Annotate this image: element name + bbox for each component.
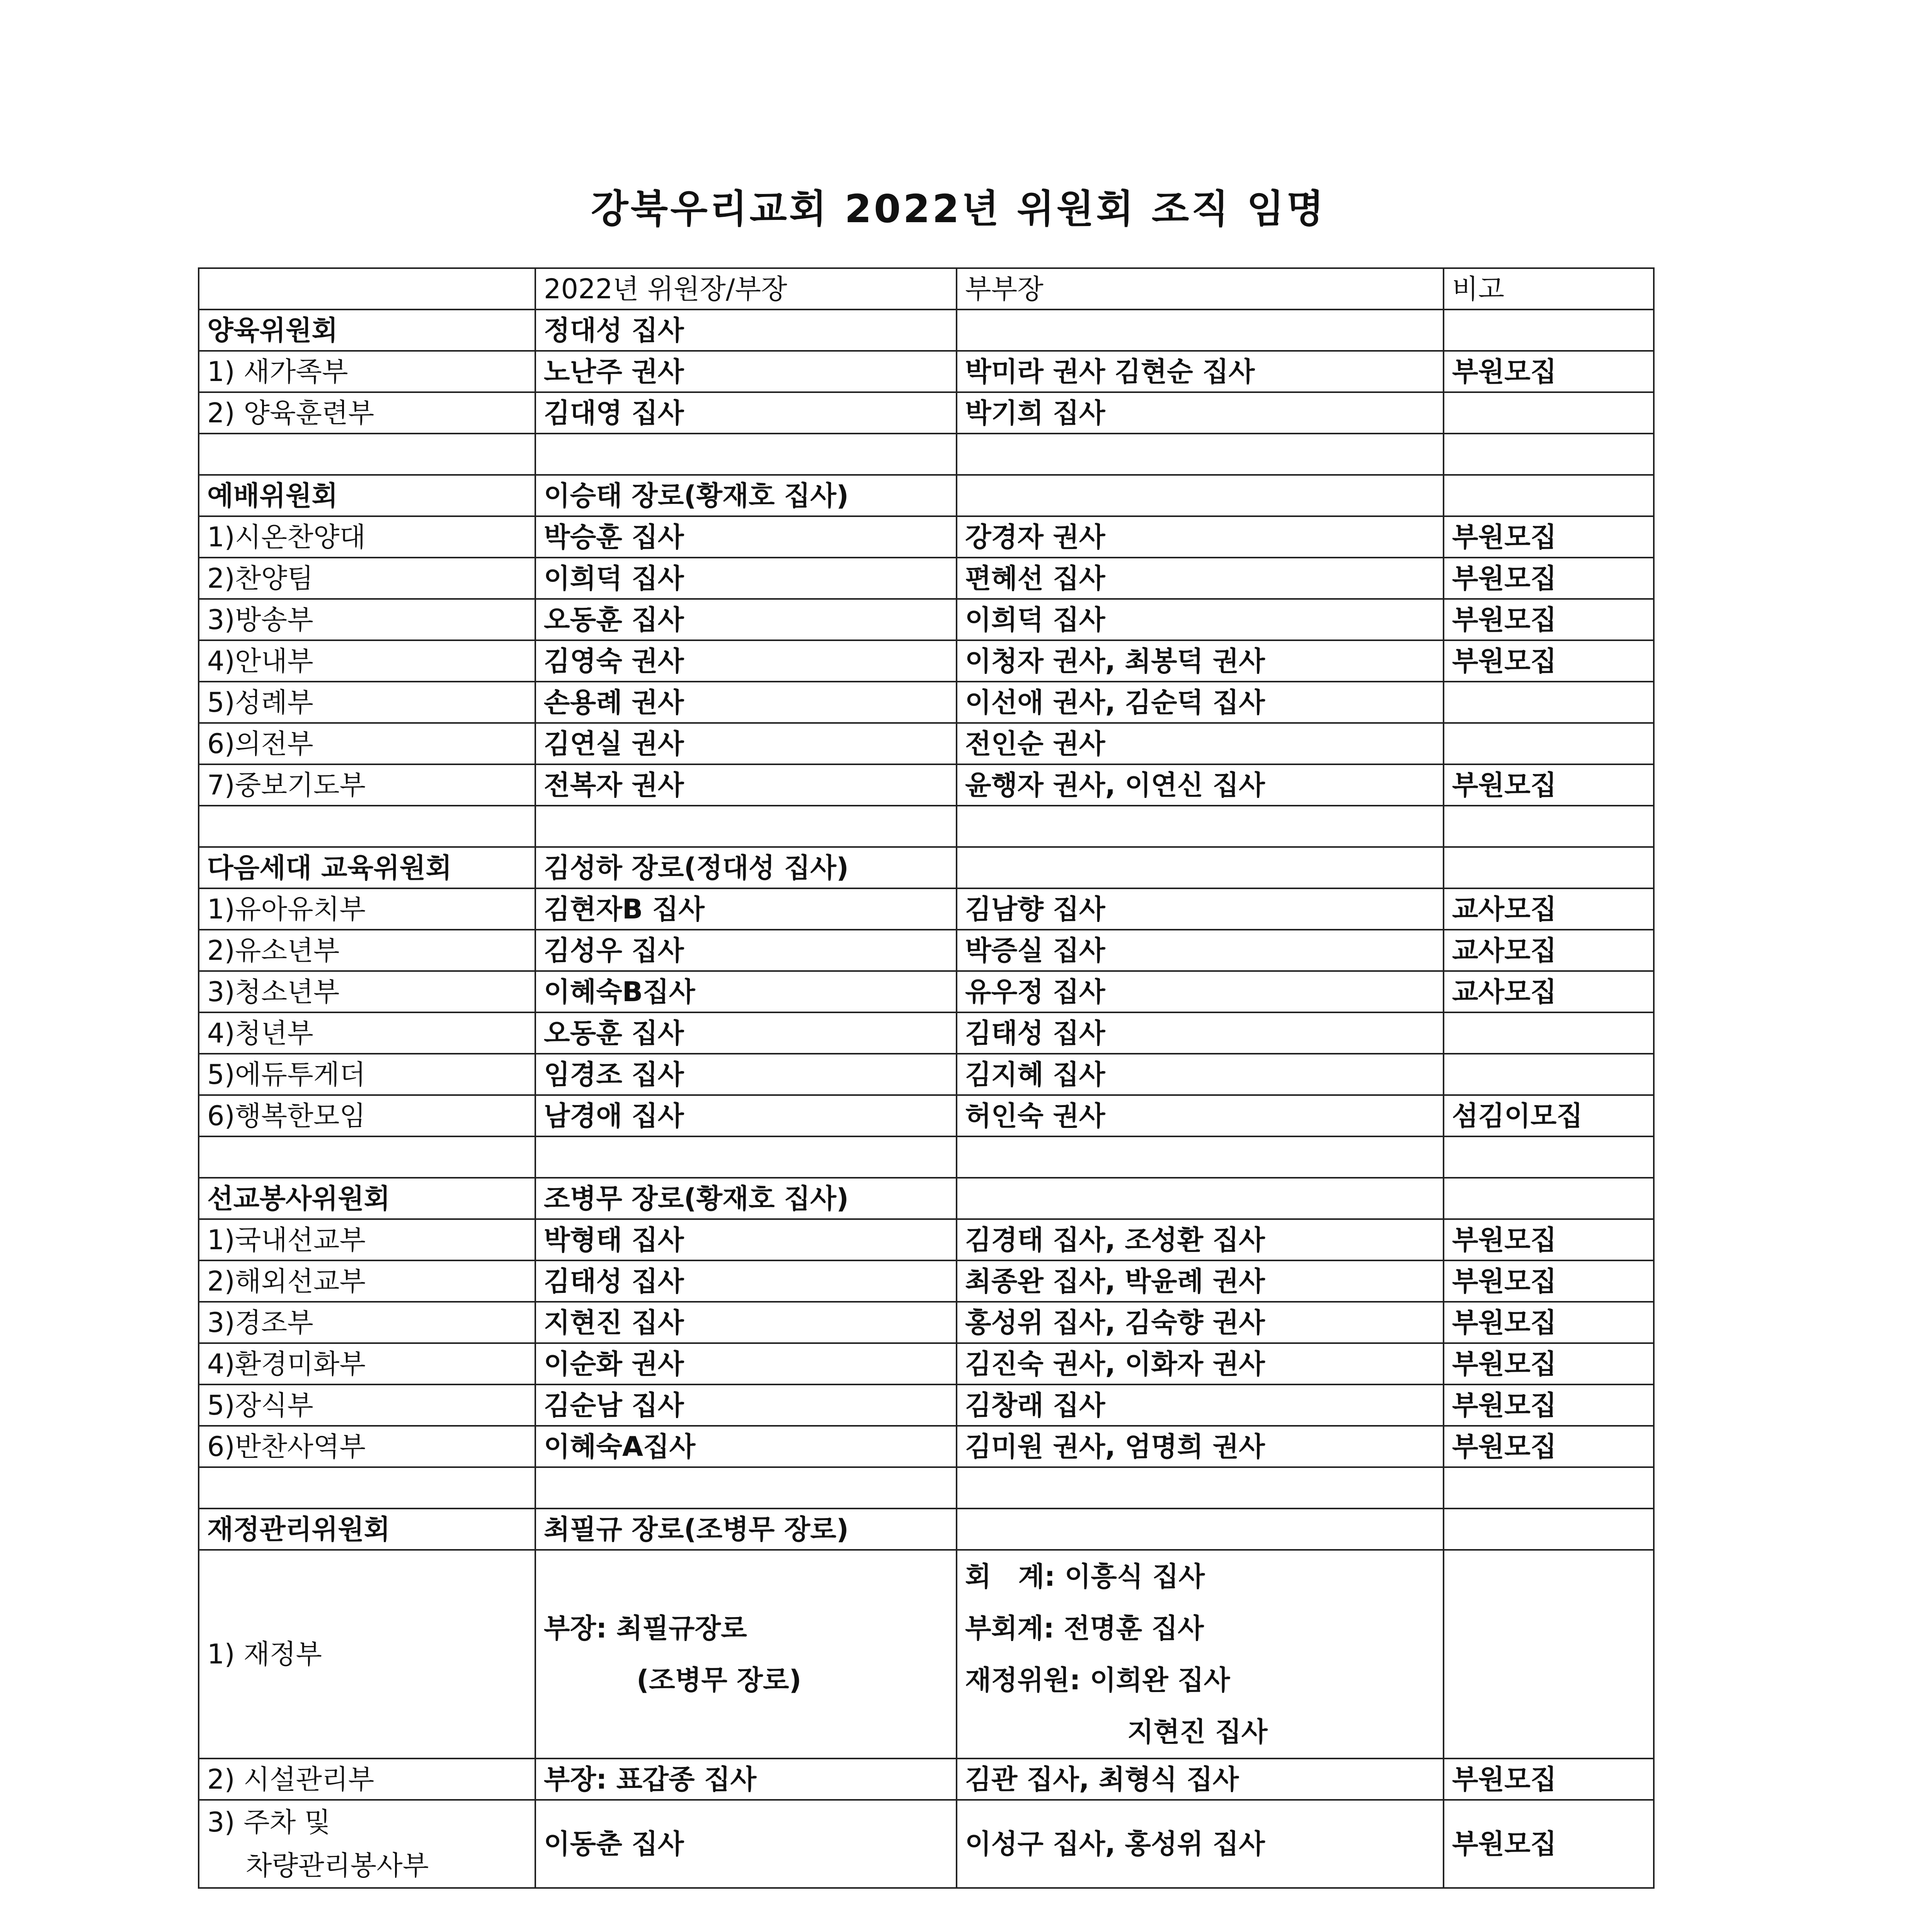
- deputy-cell: [957, 1550, 1444, 1759]
- unit-name-cell: 2)해외선교부: [199, 1260, 535, 1302]
- deputy-cell: 박기희 집사: [957, 392, 1444, 434]
- unit-name-cell: [199, 1800, 535, 1888]
- header-cell-note: 비고: [1444, 268, 1654, 310]
- deputy-cell: [957, 1509, 1444, 1550]
- unit-name-cell: 7)중보기도부: [199, 764, 535, 806]
- unit-name-cell: 재정관리위원회: [199, 1509, 535, 1550]
- leader-cell: 이희덕 집사: [535, 558, 957, 599]
- department-row: [199, 930, 1654, 971]
- leader-cell: 김순남 집사: [535, 1384, 957, 1426]
- header-cell-empty: [199, 268, 535, 310]
- leader-cell: 이순화 권사: [535, 1343, 957, 1384]
- unit-name-cell: 2)찬양팀: [199, 558, 535, 599]
- leader-cell: 손용례 권사: [535, 682, 957, 723]
- unit-name-cell: 6)반찬사역부: [199, 1426, 535, 1467]
- leader-cell: 오동훈 집사: [535, 1012, 957, 1054]
- note-cell: 부원모집: [1444, 558, 1654, 599]
- unit-name-cell: 6)의전부: [199, 723, 535, 764]
- department-row: [199, 351, 1654, 392]
- deputy-cell: 박증실 집사: [957, 930, 1444, 971]
- department-row: [199, 1302, 1654, 1343]
- leader-cell: 김연실 권사: [535, 723, 957, 764]
- deputy-cell: 이청자 권사, 최봉덕 권사: [957, 640, 1444, 682]
- note-cell: 부원모집: [1444, 1260, 1654, 1302]
- unit-name-cell: 2)유소년부: [199, 930, 535, 971]
- note-cell: [1444, 392, 1654, 434]
- department-row: [199, 1095, 1654, 1136]
- deputy-cell: [957, 475, 1444, 516]
- unit-name-cell: 2) 양육훈련부: [199, 392, 535, 434]
- unit-name-cell: 3)청소년부: [199, 971, 535, 1012]
- note-cell: 부원모집: [1444, 764, 1654, 806]
- spacer-row: [199, 1467, 1654, 1509]
- department-row: [199, 640, 1654, 682]
- department-row: [199, 1054, 1654, 1095]
- deputy-cell: [957, 847, 1444, 888]
- committee-row: [199, 1178, 1654, 1219]
- leader-cell: 김태성 집사: [535, 1260, 957, 1302]
- leader-cell: [535, 1136, 957, 1178]
- table-header-row: [199, 268, 1654, 310]
- unit-name-cell: 2) 시설관리부: [199, 1759, 535, 1800]
- note-cell: [1444, 806, 1654, 847]
- deputy-cell: 편혜선 집사: [957, 558, 1444, 599]
- note-cell: [1444, 1178, 1654, 1219]
- deputy-cell: 유우정 집사: [957, 971, 1444, 1012]
- department-row: [199, 888, 1654, 930]
- leader-cell: [535, 1550, 957, 1759]
- note-cell: 부원모집: [1444, 516, 1654, 558]
- deputy-cell: 박미라 권사 김현순 집사: [957, 351, 1444, 392]
- leader-cell: [535, 1467, 957, 1509]
- leader-cell: 김대영 집사: [535, 392, 957, 434]
- note-cell: 부원모집: [1444, 1800, 1654, 1888]
- leader-cell: 부장: 표갑종 집사: [535, 1759, 957, 1800]
- deputy-cell: 김지혜 집사: [957, 1054, 1444, 1095]
- note-cell: 부원모집: [1444, 1384, 1654, 1426]
- spacer-row: [199, 806, 1654, 847]
- leader-cell: 지현진 집사: [535, 1302, 957, 1343]
- note-cell: 부원모집: [1444, 640, 1654, 682]
- unit-name-cell: 1)국내선교부: [199, 1219, 535, 1260]
- department-row: [199, 1012, 1654, 1054]
- department-row: [199, 1343, 1654, 1384]
- note-cell: 섬김이모집: [1444, 1095, 1654, 1136]
- leader-cell: 전복자 권사: [535, 764, 957, 806]
- note-cell: 부원모집: [1444, 599, 1654, 640]
- unit-name-cell: [199, 1136, 535, 1178]
- committee-row: [199, 310, 1654, 351]
- unit-name-cell: 양육위원회: [199, 310, 535, 351]
- department-row: [199, 1219, 1654, 1260]
- leader-cell: 이승태 장로(황재호 집사): [535, 475, 957, 516]
- deputy-cell: 최종완 집사, 박윤례 권사: [957, 1260, 1444, 1302]
- note-cell: 부원모집: [1444, 351, 1654, 392]
- deputy-cell: 이희덕 집사: [957, 599, 1444, 640]
- leader-cell: 박형태 집사: [535, 1219, 957, 1260]
- committee-row: [199, 847, 1654, 888]
- note-cell: [1444, 1054, 1654, 1095]
- deputy-cell: 윤행자 권사, 이연신 집사: [957, 764, 1444, 806]
- unit-name-cell: 예배위원회: [199, 475, 535, 516]
- deputy-cell: 강경자 권사: [957, 516, 1444, 558]
- committee-table-body: [199, 268, 1654, 1888]
- unit-name-cell: 1) 재정부: [199, 1550, 535, 1759]
- department-row: [199, 392, 1654, 434]
- leader-cell: 김현자B 집사: [535, 888, 957, 930]
- department-row: [199, 682, 1654, 723]
- deputy-cell: [957, 1467, 1444, 1509]
- header-cell-leader: 2022년 위원장/부장: [535, 268, 957, 310]
- unit-name-cell: 1)유아유치부: [199, 888, 535, 930]
- note-cell: [1444, 1136, 1654, 1178]
- deputy-cell: 홍성위 집사, 김숙향 권사: [957, 1302, 1444, 1343]
- unit-name-cell: 1)시온찬양대: [199, 516, 535, 558]
- leader-line: (조병무 장로): [637, 1664, 802, 1696]
- note-cell: [1444, 847, 1654, 888]
- note-cell: 교사모집: [1444, 971, 1654, 1012]
- note-cell: 부원모집: [1444, 1219, 1654, 1260]
- department-row: [199, 971, 1654, 1012]
- department-row: [199, 1384, 1654, 1426]
- leader-cell: 조병무 장로(황재호 집사): [535, 1178, 957, 1219]
- deputy-cell: 이선애 권사, 김순덕 집사: [957, 682, 1444, 723]
- department-row: [199, 1260, 1654, 1302]
- department-row: [199, 516, 1654, 558]
- unit-name-line: 차량관리봉사부: [246, 1850, 429, 1881]
- unit-name-cell: 1) 새가족부: [199, 351, 535, 392]
- deputy-cell: [957, 1136, 1444, 1178]
- note-cell: 부원모집: [1444, 1426, 1654, 1467]
- note-cell: 교사모집: [1444, 930, 1654, 971]
- deputy-cell: 김경태 집사, 조성환 집사: [957, 1219, 1444, 1260]
- deputy-line: 지현진 집사: [1127, 1716, 1268, 1748]
- note-cell: [1444, 1467, 1654, 1509]
- deputy-cell: [957, 1178, 1444, 1219]
- leader-cell: 오동훈 집사: [535, 599, 957, 640]
- deputy-cell: [957, 806, 1444, 847]
- unit-name-cell: 3)방송부: [199, 599, 535, 640]
- leader-cell: 박승훈 집사: [535, 516, 957, 558]
- note-cell: [1444, 682, 1654, 723]
- note-cell: [1444, 1509, 1654, 1550]
- unit-name-cell: 5)에듀투게더: [199, 1054, 535, 1095]
- unit-name-cell: 6)행복한모임: [199, 1095, 535, 1136]
- spacer-row: [199, 1136, 1654, 1178]
- department-row-parking: [199, 1800, 1654, 1888]
- unit-name-cell: [199, 434, 535, 475]
- deputy-cell: 이성구 집사, 홍성위 집사: [957, 1800, 1444, 1888]
- unit-name-cell: 4)환경미화부: [199, 1343, 535, 1384]
- spacer-row: [199, 434, 1654, 475]
- department-row-facility: [199, 1759, 1654, 1800]
- note-cell: [1444, 723, 1654, 764]
- note-cell: [1444, 434, 1654, 475]
- leader-cell: 정대성 집사: [535, 310, 957, 351]
- unit-name-cell: 선교봉사위원회: [199, 1178, 535, 1219]
- leader-cell: 이동춘 집사: [535, 1800, 957, 1888]
- leader-cell: 임경조 집사: [535, 1054, 957, 1095]
- unit-name-cell: 다음세대 교육위원회: [199, 847, 535, 888]
- committee-row: [199, 1509, 1654, 1550]
- note-cell: [1444, 1012, 1654, 1054]
- note-cell: 부원모집: [1444, 1759, 1654, 1800]
- leader-cell: 김영숙 권사: [535, 640, 957, 682]
- header-cell-deputy: 부부장: [957, 268, 1444, 310]
- deputy-cell: 전인순 권사: [957, 723, 1444, 764]
- unit-name-cell: 5)성례부: [199, 682, 535, 723]
- note-cell: [1444, 310, 1654, 351]
- deputy-cell: 허인숙 권사: [957, 1095, 1444, 1136]
- committee-table: [198, 267, 1655, 1889]
- deputy-cell: 김미원 권사, 엄명희 권사: [957, 1426, 1444, 1467]
- leader-cell: [535, 434, 957, 475]
- unit-name-cell: 4)청년부: [199, 1012, 535, 1054]
- unit-name-cell: 5)장식부: [199, 1384, 535, 1426]
- department-row: [199, 558, 1654, 599]
- deputy-line: 회 계: 이흥식 집사: [965, 1561, 1205, 1592]
- note-cell: 부원모집: [1444, 1343, 1654, 1384]
- unit-name-line: 3) 주차 및: [207, 1806, 331, 1838]
- unit-name-cell: [199, 806, 535, 847]
- note-cell: 부원모집: [1444, 1302, 1654, 1343]
- department-row-finance: [199, 1550, 1654, 1759]
- leader-cell: 남경애 집사: [535, 1095, 957, 1136]
- leader-cell: 이혜숙B집사: [535, 971, 957, 1012]
- deputy-cell: [957, 310, 1444, 351]
- document-title: 강북우리교회 2022년 위원회 조직 임명: [591, 186, 1326, 231]
- leader-cell: [535, 806, 957, 847]
- unit-name-cell: 3)경조부: [199, 1302, 535, 1343]
- department-row: [199, 1426, 1654, 1467]
- leader-line: 부장: 최필규장로: [544, 1612, 747, 1644]
- department-row: [199, 723, 1654, 764]
- note-cell: [1444, 1550, 1654, 1759]
- department-row: [199, 599, 1654, 640]
- deputy-cell: 김남향 집사: [957, 888, 1444, 930]
- deputy-cell: 김창래 집사: [957, 1384, 1444, 1426]
- leader-cell: 김성하 장로(정대성 집사): [535, 847, 957, 888]
- leader-cell: 노난주 권사: [535, 351, 957, 392]
- deputy-cell: 김진숙 권사, 이화자 권사: [957, 1343, 1444, 1384]
- unit-name-cell: 4)안내부: [199, 640, 535, 682]
- department-row: [199, 764, 1654, 806]
- committee-row: [199, 475, 1654, 516]
- unit-name-cell: [199, 1467, 535, 1509]
- deputy-line: 부회계: 전명훈 집사: [965, 1612, 1204, 1644]
- note-cell: 교사모집: [1444, 888, 1654, 930]
- leader-cell: 김성우 집사: [535, 930, 957, 971]
- leader-cell: 이혜숙A집사: [535, 1426, 957, 1467]
- note-cell: [1444, 475, 1654, 516]
- deputy-cell: [957, 434, 1444, 475]
- deputy-cell: 김태성 집사: [957, 1012, 1444, 1054]
- deputy-cell: 김관 집사, 최형식 집사: [957, 1759, 1444, 1800]
- leader-cell: 최필규 장로(조병무 장로): [535, 1509, 957, 1550]
- deputy-line: 재정위원: 이희완 집사: [965, 1664, 1230, 1696]
